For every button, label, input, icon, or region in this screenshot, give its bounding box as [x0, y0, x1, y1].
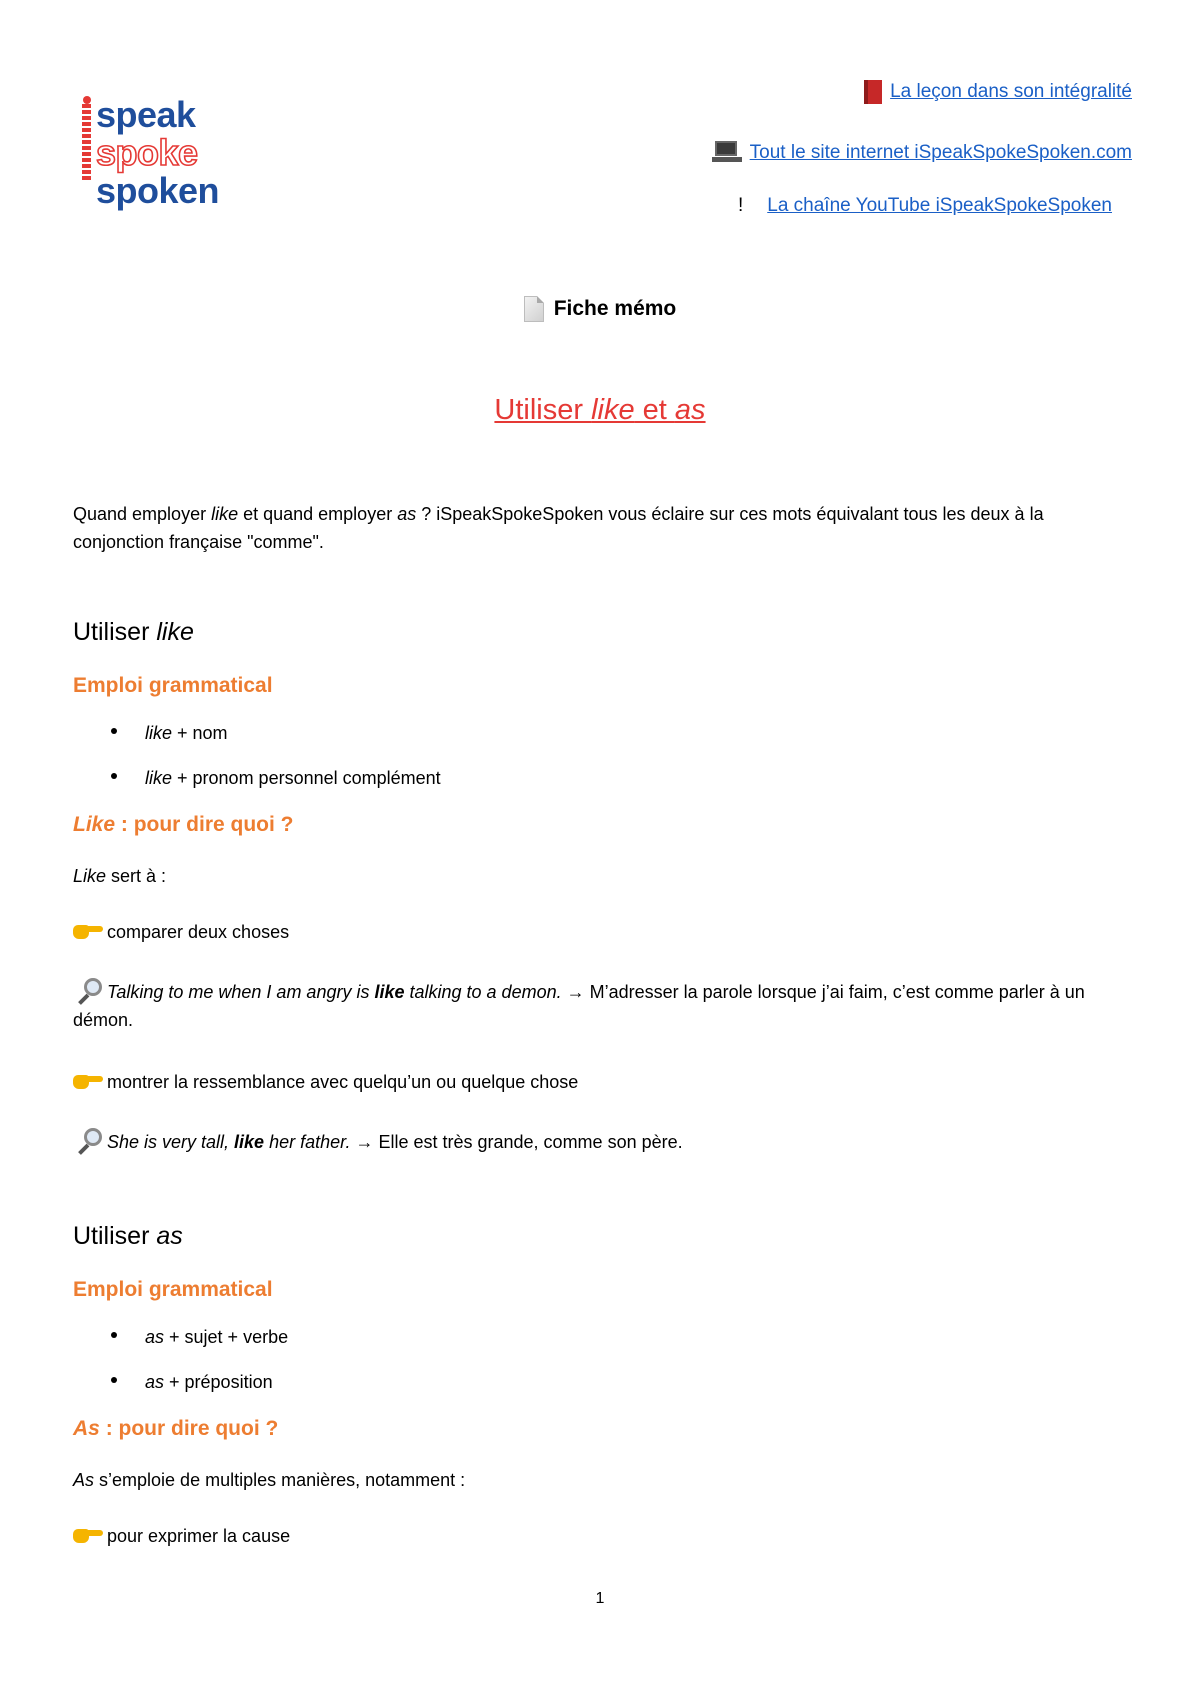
- heading-text: like: [156, 618, 194, 646]
- usage-text: sert à :: [106, 866, 167, 886]
- magnifier-icon: [73, 978, 103, 1002]
- page-icon: [524, 296, 544, 322]
- subheading-text: : pour dire quoi ?: [115, 813, 294, 836]
- bullet-text: + sujet + verbe: [164, 1327, 289, 1347]
- header-link-lesson[interactable]: [864, 80, 1132, 104]
- bullet-icon: [111, 1332, 117, 1338]
- bullet-item: [111, 1372, 273, 1393]
- title-part: et: [634, 394, 675, 426]
- usage-intro-as: [73, 1466, 1131, 1494]
- example-translation: → M’adresser la parole lorsque j’ai faim, c’est comme parler à un démon.: [73, 982, 1085, 1030]
- usage-text: As: [73, 1470, 95, 1490]
- usage-text: Like: [73, 866, 107, 886]
- example-text: She is very tall,: [107, 1132, 235, 1152]
- bullet-text: as: [145, 1327, 165, 1347]
- usage-point-text: pour exprimer la cause: [107, 1526, 291, 1546]
- youtube-link[interactable]: La chaîne YouTube iSpeakSpokeSpoken: [767, 195, 1112, 216]
- bullet-item: [111, 768, 441, 789]
- title-part: as: [674, 394, 706, 426]
- bullet-text: + pronom personnel complément: [172, 768, 441, 788]
- bullet-item: [111, 1327, 288, 1348]
- subheading-grammar-like: Emploi grammatical: [73, 674, 273, 697]
- header-link-youtube[interactable]: [738, 195, 1112, 217]
- example-text: talking to a demon.: [404, 982, 562, 1002]
- intro-text: like: [211, 504, 239, 524]
- title-part: Utiliser: [494, 394, 592, 426]
- magnifier-icon: [73, 1128, 103, 1152]
- logo-dot: [83, 96, 91, 104]
- subheading-usage-as: [73, 1417, 278, 1441]
- logo-line-2: spoke: [96, 132, 198, 173]
- bullet-item: [111, 723, 228, 744]
- heading-text: as: [156, 1222, 183, 1250]
- bullet-text: as: [145, 1372, 165, 1392]
- intro-text: ? iSpeakSpokeSpoken vous éclaire sur ces mots équivalant tous les deux à la conjonction française "comme".: [73, 504, 1044, 552]
- intro-text: Quand employer: [73, 504, 212, 524]
- logo-line-1: speak: [96, 94, 196, 135]
- intro-text: as: [397, 504, 417, 524]
- example-text: Talking to me when I am angry is: [107, 982, 375, 1002]
- pointing-hand-icon: [73, 1071, 103, 1091]
- example-sentence: [73, 1128, 1131, 1156]
- example-text: her father.: [264, 1132, 351, 1152]
- logo-bar: [82, 104, 91, 180]
- bullet-icon: [111, 1377, 117, 1383]
- page-title: [0, 394, 1200, 427]
- section-heading-like: [73, 618, 194, 647]
- bullet-text: + préposition: [164, 1372, 273, 1392]
- subheading-text: : pour dire quoi ?: [99, 1417, 279, 1440]
- usage-intro-like: [73, 862, 1131, 890]
- example-translation: → Elle est très grande, comme son père.: [350, 1132, 683, 1152]
- exclamation-icon: !: [737, 195, 744, 216]
- page-number: 1: [595, 1590, 605, 1607]
- subheading-grammar-as: Emploi grammatical: [73, 1278, 273, 1301]
- heading-text: Utiliser: [73, 618, 157, 646]
- bullet-text: like: [145, 723, 173, 743]
- logo-line-3: spoken: [96, 170, 220, 211]
- memo-label-row: [0, 296, 1200, 322]
- laptop-icon: [712, 140, 742, 166]
- site-link[interactable]: Tout le site internet iSpeakSpokeSpoken.com: [749, 142, 1132, 163]
- header-link-site[interactable]: [712, 140, 1132, 166]
- usage-point-text: comparer deux choses: [107, 922, 290, 942]
- site-logo: [84, 96, 224, 210]
- example-sentence: [73, 978, 1131, 1034]
- subheading-text: Like: [73, 813, 116, 836]
- subheading-usage-like: [73, 813, 294, 837]
- usage-point-text: montrer la ressemblance avec quelqu’un ou quelque chose: [107, 1072, 579, 1092]
- book-icon: [864, 80, 882, 104]
- pointing-hand-icon: [73, 921, 103, 941]
- subheading-text: As: [73, 1417, 100, 1440]
- heading-text: Utiliser: [73, 1222, 157, 1250]
- intro-paragraph: [73, 500, 1131, 556]
- bullet-text: + nom: [172, 723, 228, 743]
- bullet-icon: [111, 728, 117, 734]
- bullet-text: like: [145, 768, 173, 788]
- example-text: like: [234, 1132, 265, 1152]
- usage-point: [73, 1068, 1131, 1096]
- bullet-icon: [111, 773, 117, 779]
- memo-label: Fiche mémo: [553, 297, 677, 320]
- usage-point: [73, 918, 1131, 946]
- intro-text: et quand employer: [238, 504, 398, 524]
- title-part: like: [591, 394, 635, 426]
- example-text: like: [374, 982, 405, 1002]
- usage-point: [73, 1522, 1131, 1550]
- section-heading-as: [73, 1222, 183, 1251]
- usage-text: s’emploie de multiples manières, notamment :: [94, 1470, 466, 1490]
- pointing-hand-icon: [73, 1525, 103, 1545]
- lesson-link[interactable]: La leçon dans son intégralité: [890, 81, 1132, 102]
